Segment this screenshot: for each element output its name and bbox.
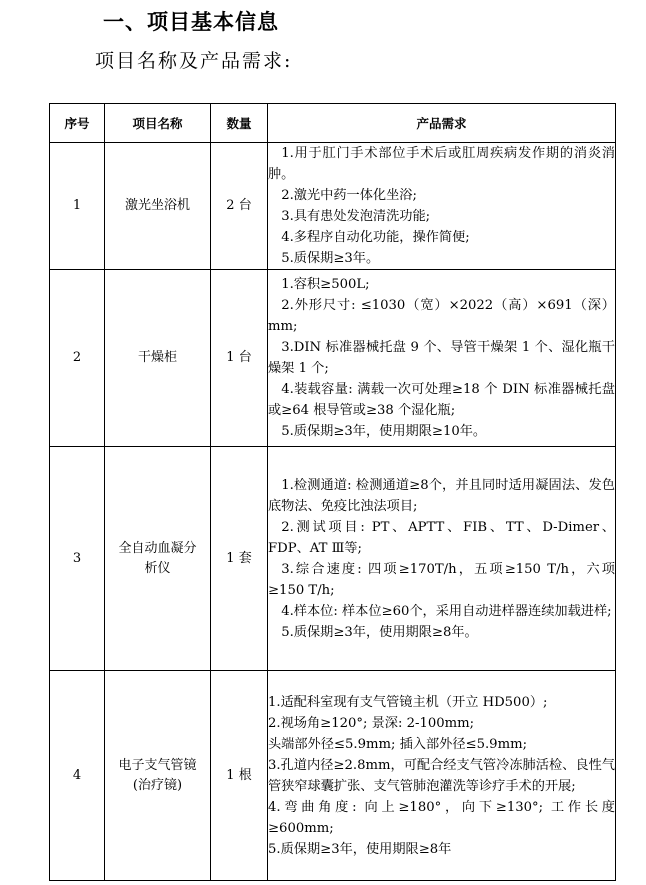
requirement-item: 2.激光中药一体化坐浴;	[281, 188, 417, 203]
row-name-line: 全自动血凝分	[118, 540, 197, 556]
table-caption: 项目名称及产品需求:	[95, 50, 293, 72]
header-requirements: 产品需求	[268, 104, 616, 143]
row-requirements	[268, 270, 616, 447]
header-index: 序号	[50, 104, 105, 143]
requirement-item: 5.质保期≥3年，使用期限≥8年。	[281, 624, 478, 640]
requirement-item: 2.测试项目: PT、APTT、FIB、TT、D-Dimer、FDP、AT Ⅲ等;	[268, 519, 615, 556]
requirement-item: 3.孔道内径≥2.8mm，可配合经支气管冷冻肺活检、良性气管狭窄球囊扩张、支气管肺泡灌洗等诊疗手术的开展;	[268, 757, 615, 794]
requirement-item: 头端部外径≤5.9mm; 插入部外径≤5.9mm;	[268, 736, 528, 752]
row-requirements	[268, 671, 616, 881]
requirement-item: 3.综合速度: 四项≥170T/h，五项≥150 T/h，六项≥150 T/h;	[268, 561, 615, 598]
table-row	[50, 447, 616, 671]
row-quantity: 1 根	[211, 671, 268, 881]
requirement-item: 4.多程序自动化功能，操作简便;	[281, 230, 470, 245]
row-requirements	[268, 143, 616, 270]
requirement-item: 4.弯曲角度: 向上≥180°，向下≥130°; 工作长度≥600mm;	[268, 799, 615, 836]
table-row	[50, 671, 616, 881]
requirement-item: 3.DIN 标准器械托盘 9 个、导管干燥架 1 个、湿化瓶干燥架 1 个;	[268, 340, 615, 376]
requirement-item: 3.具有患处发泡清洗功能;	[281, 209, 431, 224]
requirement-item: 1.检测通道: 检测通道≥8个，并且同时适用凝固法、发色底物法、免疫比浊法项目;	[268, 477, 615, 514]
row-name	[105, 143, 211, 270]
table-row	[50, 143, 616, 270]
row-name	[105, 447, 211, 671]
requirement-item: 1.适配科室现有支气管镜主机（开立 HD500）;	[268, 694, 548, 710]
requirement-item: 5.质保期≥3年，使用期限≥8年	[268, 841, 452, 857]
section-heading: 一、项目基本信息	[103, 10, 279, 34]
table-header-row	[50, 104, 616, 143]
row-index: 3	[50, 447, 105, 671]
requirement-item: 2.视场角≥120°; 景深: 2-100mm;	[268, 715, 475, 731]
row-name	[105, 671, 211, 881]
requirement-item: 1.用于肛门手术部位手术后或肛周疾病发作期的消炎消肿。	[268, 146, 615, 182]
requirement-item: 2.外形尺寸: ≤1030（宽）×2022（高）×691（深）mm;	[268, 298, 615, 334]
row-quantity: 1 套	[211, 447, 268, 671]
row-requirements	[268, 447, 616, 671]
row-name	[105, 270, 211, 447]
row-name-line: 干燥柜	[137, 350, 177, 365]
requirements-table	[49, 103, 616, 881]
requirement-item: 1.容积≥500L;	[281, 277, 370, 292]
row-index: 1	[50, 143, 105, 270]
row-index: 4	[50, 671, 105, 881]
row-quantity: 1 台	[211, 270, 268, 447]
row-index: 2	[50, 270, 105, 447]
requirement-item: 5.质保期≥3年。	[281, 251, 380, 266]
requirement-item: 4.装载容量: 满载一次可处理≥18 个 DIN 标准器械托盘或≥64 根导管或≥38 个湿化瓶;	[268, 382, 615, 418]
header-quantity: 数量	[211, 104, 268, 143]
table-row	[50, 270, 616, 447]
row-name-line: (治疗镜)	[132, 777, 183, 793]
row-name-line: 激光坐浴机	[124, 198, 190, 213]
row-name-line: 电子支气管镜	[118, 757, 197, 773]
requirement-item: 5.质保期≥3年，使用期限≥10年。	[281, 424, 487, 439]
row-name-line: 析仪	[144, 560, 171, 576]
header-name: 项目名称	[105, 104, 211, 143]
row-quantity: 2 台	[211, 143, 268, 270]
requirement-item: 4.样本位: 样本位≥60个，采用自动进样器连续加载进样;	[281, 603, 612, 619]
